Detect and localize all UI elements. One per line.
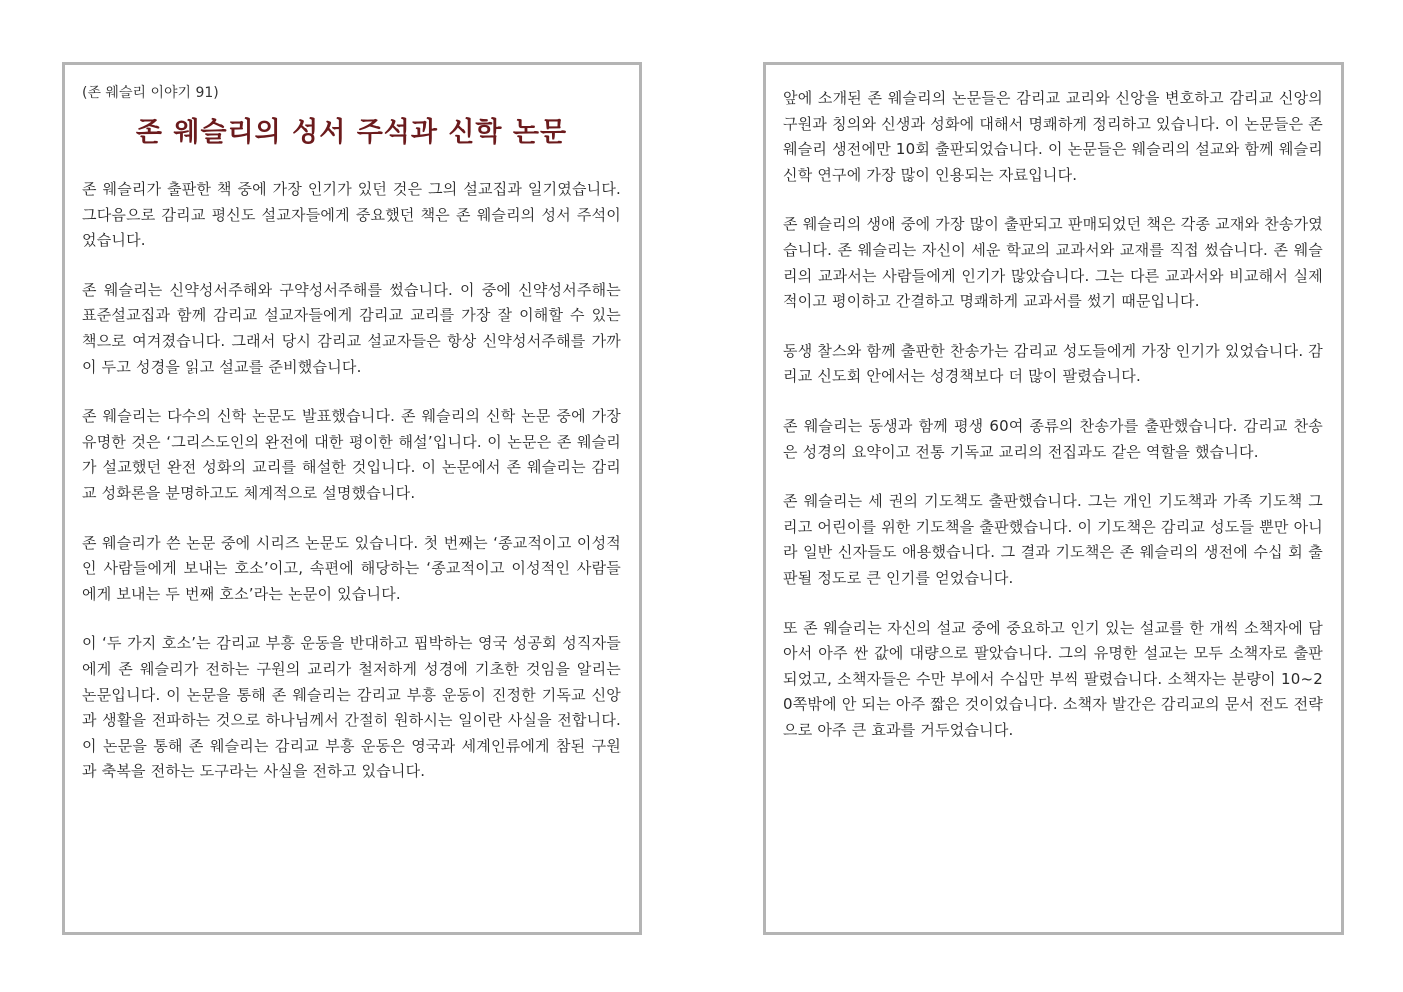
paragraph: 존 웨슬리는 세 권의 기도책도 출판했습니다. 그는 개인 기도책과 가족 기도책 그리고 어린이를 위한 기도책을 출판했습니다. 이 기도책은 감리교 성도들 뿐만 아니라 일반 신자들도 애용했습니다. 그 결과 기도책은 존 웨슬리의 생전에 수십 회 출판될 정도로 큰 인기를 얻었습니다. bbox=[783, 492, 1323, 587]
paragraph: 존 웨슬리가 쓴 논문 중에 시리즈 논문도 있습니다. 첫 번째는 ‘종교적이고 이성적인 사람들에게 보내는 호소’이고, 속편에 해당하는 ‘종교적이고 이성적인 사람들에게 보내는 두 번째 호소’라는 논문이 있습니다. bbox=[82, 533, 621, 603]
paragraph: 존 웨슬리의 생애 중에 가장 많이 출판되고 판매되었던 책은 각종 교재와 찬송가였습니다. 존 웨슬리는 자신이 세운 학교의 교과서와 교재를 직접 썼습니다. 존 웨슬리의 교과서는 사람들에게 인기가 많았습니다. 그는 다른 교과서와 비교해서 실제적이고 평이하고 간결하고 명쾌하게 교과서를 썼기 때문입니다. bbox=[783, 215, 1323, 311]
left-page bbox=[62, 62, 642, 935]
paragraph: 앞에 소개된 존 웨슬리의 논문들은 감리교 교리와 신앙을 변호하고 감리교 신앙의 구원과 칭의와 신생과 성화에 대해서 명쾌하게 정리하고 있습니다. 이 논문들은 존 웨슬리 생전에만 10회 출판되었습니다. 이 논문들은 웨슬리의 설교와 함께 웨슬리 신학 연구에 가장 많이 인용되는 자료입니다. bbox=[783, 89, 1323, 184]
paragraph: 존 웨슬리는 신약성서주해와 구약성서주해를 썼습니다. 이 중에 신약성서주해는 표준설교집과 함께 감리교 설교자들에게 감리교 교리를 가장 잘 이해할 수 있는 책으로 여겨졌습니다. 그래서 당시 감리교 설교자들은 항상 신약성서주해를 가까이 두고 성경을 읽고 설교를 준비했습니다. bbox=[82, 280, 621, 376]
paragraph: 존 웨슬리는 다수의 신학 논문도 발표했습니다. 존 웨슬리의 신학 논문 중에 가장 유명한 것은 ‘그리스도인의 완전에 대한 평이한 해설’입니다. 이 논문은 존 웨슬리가 설교했던 완전 성화의 교리를 해설한 것입니다. 이 논문에서 존 웨슬리는 감리교 성화론을 분명하고도 체계적으로 설명했습니다. bbox=[82, 407, 621, 502]
right-page bbox=[763, 62, 1344, 935]
paragraph: 존 웨슬리가 출판한 책 중에 가장 인기가 있던 것은 그의 설교집과 일기였습니다. 그다음으로 감리교 평신도 설교자들에게 중요했던 책은 존 웨슬리의 성서 주석이었습니다. bbox=[82, 180, 621, 250]
paragraph: 이 ‘두 가지 호소’는 감리교 부흥 운동을 반대하고 핍박하는 영국 성공회 성직자들에게 존 웨슬리가 전하는 구원의 교리가 철저하게 성경에 기초한 것임을 알리는 논문입니다. 이 논문을 통해 존 웨슬리는 감리교 부흥 운동이 진정한 기독교 신앙과 생활을 전파하는 것으로 하나님께서 간절히 원하시는 일이란 사실을 전합니다. 이 논문을 통해 존 웨슬리는 감리교 부흥 운동은 영국과 세계인류에게 참된 구원과 축복을 전하는 도구라는 사실을 전하고 있습니다. bbox=[82, 634, 621, 781]
paragraph: 존 웨슬리는 동생과 함께 평생 60여 종류의 찬송가를 출판했습니다. 감리교 찬송은 성경의 요약이고 전통 기독교 교리의 전집과도 같은 역할을 했습니다. bbox=[783, 416, 1323, 461]
series-label: (존 웨슬리 이야기 91) bbox=[82, 85, 219, 101]
paragraph: 동생 찰스와 함께 출판한 찬송가는 감리교 성도들에게 가장 인기가 있었습니다. 감리교 신도회 안에서는 성경책보다 더 많이 팔렸습니다. bbox=[783, 341, 1323, 386]
paragraph: 또 존 웨슬리는 자신의 설교 중에 중요하고 인기 있는 설교를 한 개씩 소책자에 담아서 아주 싼 값에 대량으로 팔았습니다. 그의 유명한 설교는 모두 소책자로 출판되었고, 소책자들은 수만 부에서 수십만 부씩 팔렸습니다. 소책자는 분량이 10~20쪽밖에 안 되는 아주 짧은 것이었습니다. 소책자 발간은 감리교의 문서 전도 전략으로 아주 큰 효과를 거두었습니다. bbox=[783, 618, 1323, 739]
page-title: 존 웨슬리의 성서 주석과 신학 논문 bbox=[135, 117, 568, 148]
